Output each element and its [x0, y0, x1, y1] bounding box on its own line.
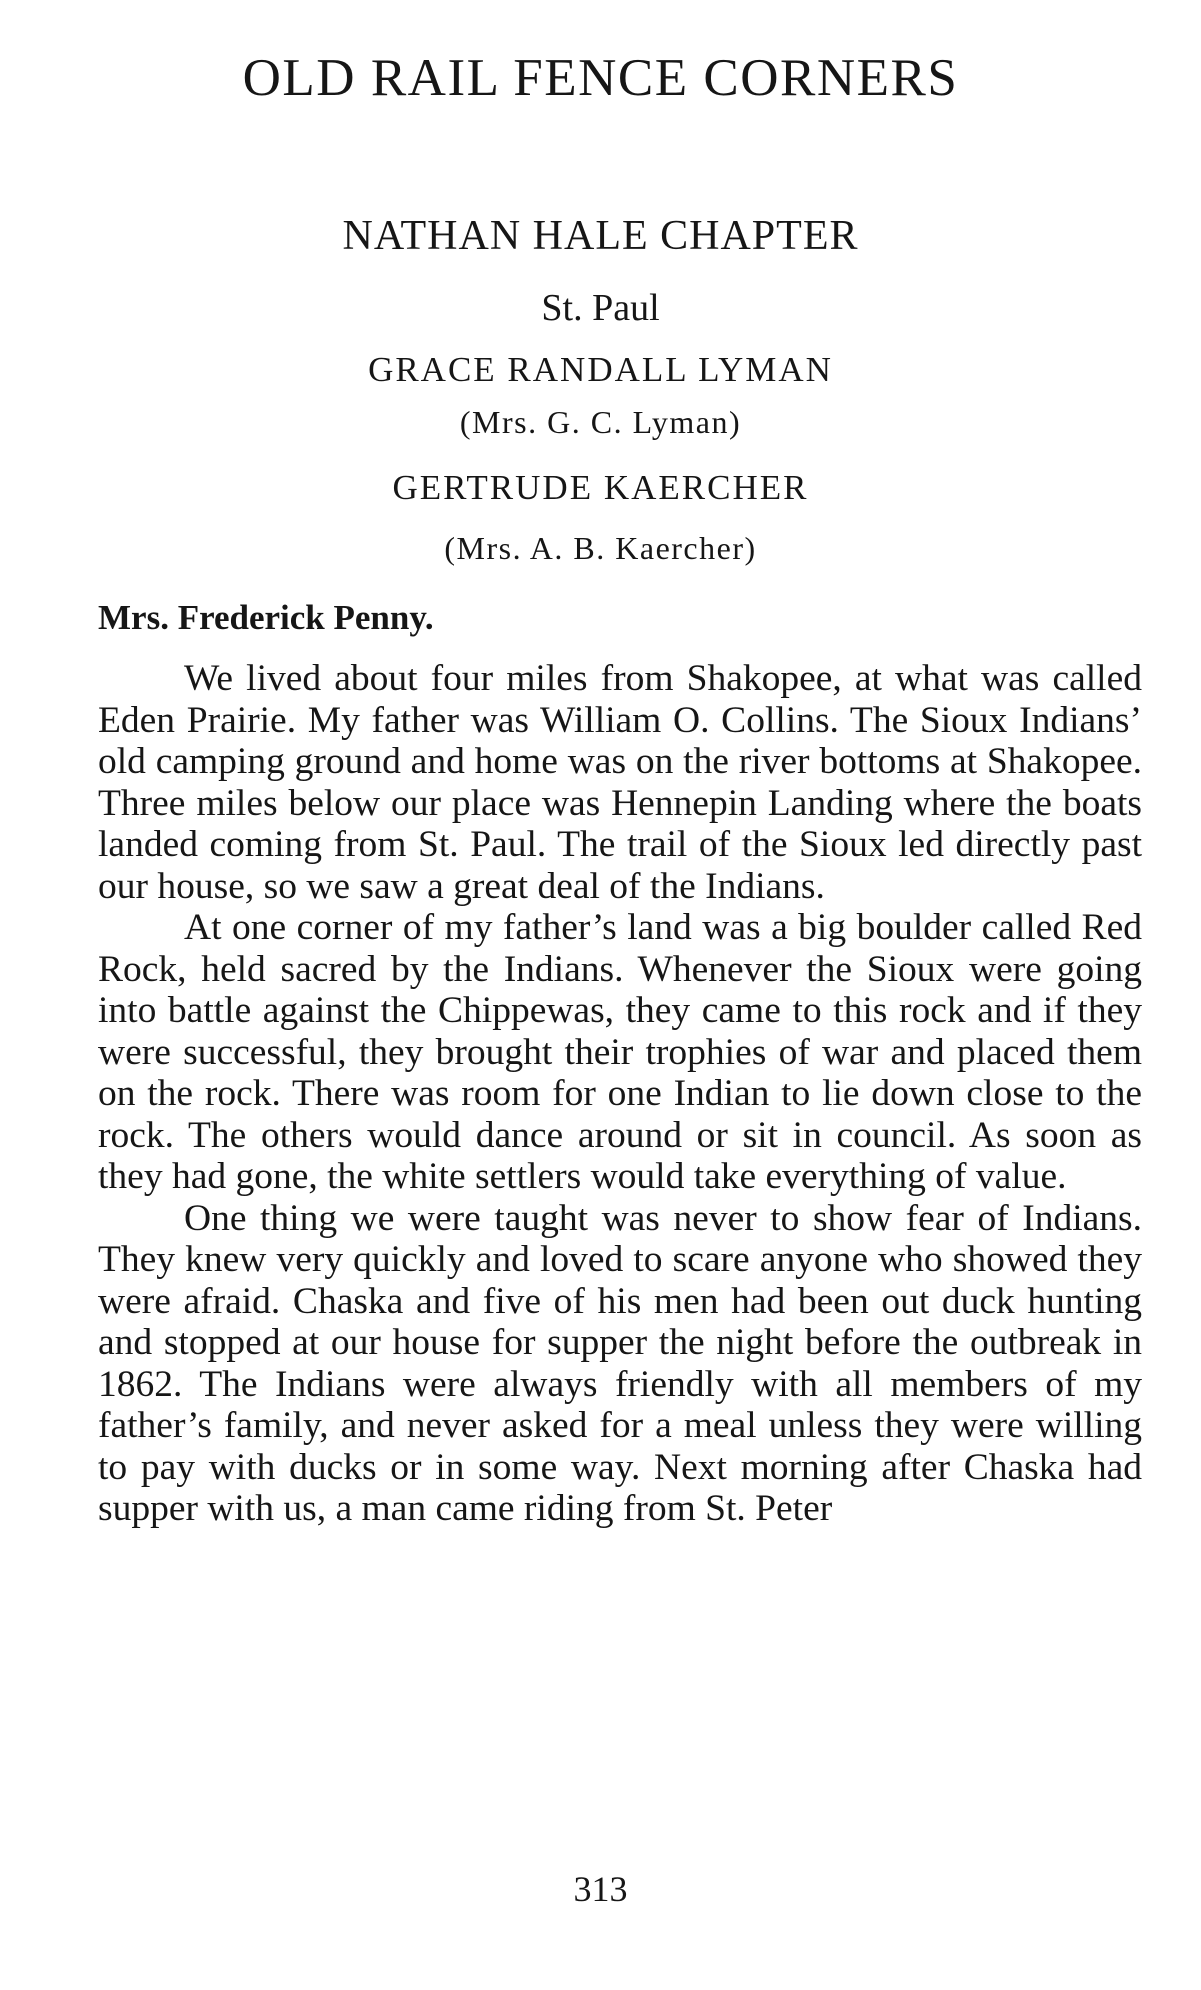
author-married-name-2: (Mrs. A. B. Kaercher) [444, 530, 757, 566]
paragraph: One thing we were taught was never to show fear of Indians. They knew very quickly and loved to scare anyone who showed they were afraid. Chaska and five of his men had been out duck hunting and stopped at our house for supper the night before the outbreak in 1862. The Indians were always friendly with all members of my father’s family, and never asked for a meal unless they were willing to pay with ducks or in some way. Next morning after Chaska had supper with us, a man came riding from St. Peter [98, 1197, 1142, 1529]
author-name-2: GERTRUDE KAERCHER [392, 468, 809, 507]
author-name-1: GRACE RANDALL LYMAN [368, 350, 833, 389]
paragraph: At one corner of my father’s land was a big boulder called Red Rock, held sacred by the Indians. Whenever the Sioux were going into battle against the Chippewas, they came to this rock and if they were successful, they brought their trophies of war and placed them on the rock. There was room for one Indian to lie down close to the rock. The others would dance around or sit in council. As soon as they had gone, the white settlers would take everything of value. [98, 907, 1142, 1197]
author-married-name-1: (Mrs. G. C. Lyman) [459, 404, 742, 440]
chapter-heading: NATHAN HALE CHAPTER [342, 213, 859, 259]
speaker-heading: Mrs. Frederick Penny. [98, 598, 434, 637]
body-text [98, 658, 1142, 1530]
running-head: OLD RAIL FENCE CORNERS [242, 49, 959, 107]
page-number: 313 [573, 1869, 628, 1909]
paragraph: We lived about four miles from Shakopee, at what was called Eden Prairie. My father was William O. Collins. The Sioux Indians’ old camping ground and home was on the river bottoms at Shakopee. Three miles below our place was Hennepin Landing where the boats landed coming from St. Paul. The trail of the Sioux led directly past our house, so we saw a great deal of the Indians. [98, 658, 1142, 907]
chapter-city: St. Paul [541, 287, 660, 329]
